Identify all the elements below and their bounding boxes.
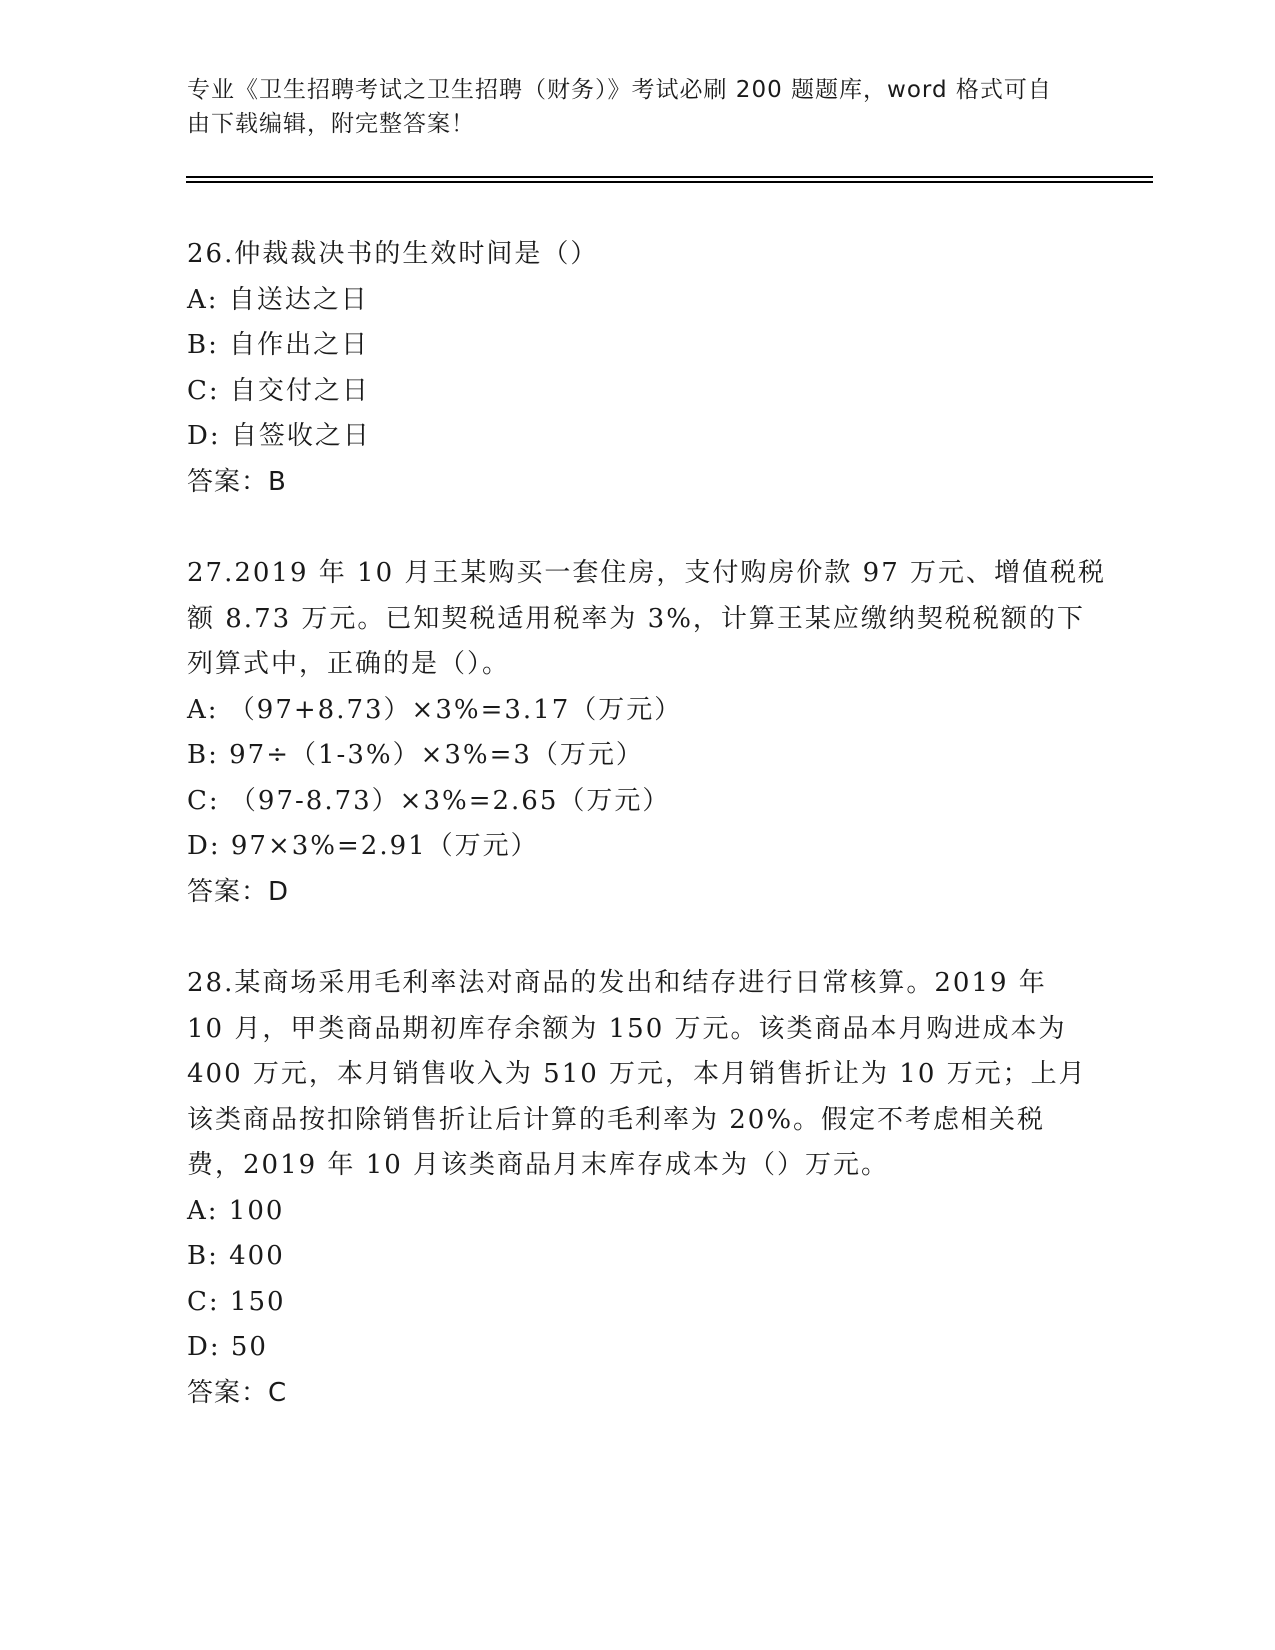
option-a: A: 100 xyxy=(187,1195,285,1226)
option-b: B: 97÷（1-3%）×3%=3（万元） xyxy=(187,740,644,770)
header-divider xyxy=(186,181,1153,183)
option-d: D: 自签收之日 xyxy=(187,421,371,451)
answer-label: 答案：B xyxy=(187,466,287,497)
question-stem: 列算式中，正确的是（）。 xyxy=(187,649,511,679)
option-c: C: （97-8.73）×3%=2.65（万元） xyxy=(187,785,671,816)
question-stem: 费，2019 年 10 月该类商品月末库存成本为（）万元。 xyxy=(187,1150,890,1180)
option-c: C: 150 xyxy=(187,1286,286,1317)
answer-label: 答案：D xyxy=(187,876,290,907)
header-line: 由下载编辑，附完整答案！ xyxy=(187,111,475,137)
question-stem: 10 月，甲类商品期初库存余额为 150 万元。该类商品本月购进成本为 xyxy=(187,1013,1067,1044)
question-stem: 26.仲裁裁决书的生效时间是（） xyxy=(187,239,599,269)
question-list xyxy=(187,232,1107,1462)
header-divider xyxy=(186,176,1153,178)
header-line: 专业《卫生招聘考试之卫生招聘（财务）》考试必刷 200 题题库，word 格式可自 xyxy=(187,77,1052,103)
question-stem: 400 万元，本月销售收入为 510 万元，本月销售折让为 10 万元；上月 xyxy=(187,1059,1087,1089)
option-d: D: 97×3%=2.91（万元） xyxy=(187,831,539,861)
option-b: B: 400 xyxy=(187,1241,285,1271)
option-a: A: （97+8.73）×3%=3.17（万元） xyxy=(187,694,683,725)
option-d: D: 50 xyxy=(187,1332,268,1362)
question-26 xyxy=(187,232,1087,505)
document-header xyxy=(187,73,1087,141)
option-a: A: 自送达之日 xyxy=(187,284,369,315)
option-b: B: 自作出之日 xyxy=(187,330,370,360)
question-stem: 额 8.73 万元。已知契税适用税率为 3%，计算王某应缴纳契税税额的下 xyxy=(187,603,1085,634)
answer-label: 答案：C xyxy=(187,1377,288,1408)
question-28 xyxy=(187,961,1087,1416)
question-stem: 28.某商场采用毛利率法对商品的发出和结存进行日常核算。2019 年 xyxy=(187,968,1047,998)
question-stem: 27.2019 年 10 月王某购买一套住房，支付购房价款 97 万元、增值税税 xyxy=(187,558,1107,588)
option-c: C: 自交付之日 xyxy=(187,375,370,406)
question-27 xyxy=(187,551,1107,915)
question-stem: 该类商品按扣除销售折让后计算的毛利率为 20%。假定不考虑相关税 xyxy=(187,1104,1046,1135)
